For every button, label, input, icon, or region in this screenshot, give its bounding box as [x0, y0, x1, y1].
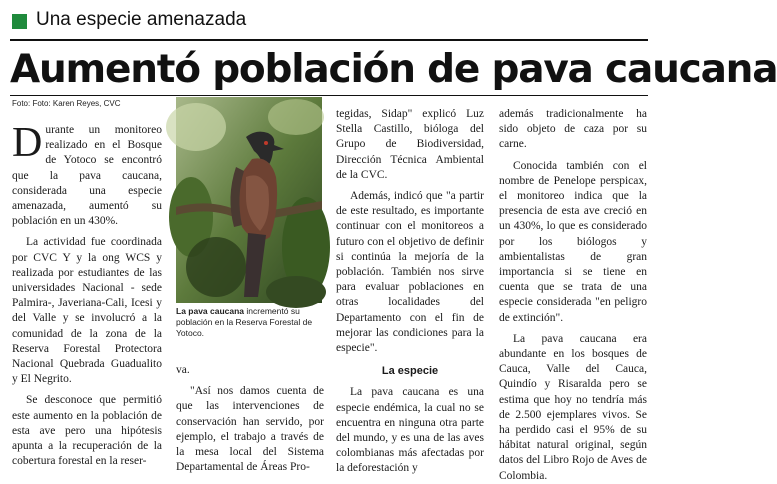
photo-credit: Foto: Foto: Karen Reyes, CVC [12, 99, 121, 108]
article-column-4 [499, 107, 647, 484]
photo-caption: La pava caucana incrementó su población en la Reserva Forestal de Yotoco. [176, 306, 313, 338]
article-column-3 [336, 107, 484, 477]
paragraph: La pava caucana era abundante en los bosques de Cauca, Valle del Cauca, Quindío y Risaralda pero se estima que hoy no tendría más de 2.500 ejemplares vivos. Se ha perdido casi el 95% de su hábitat natural original, según datos del Libro Rojo de Aves de Colombia. [499, 332, 647, 482]
paragraph: tegidas, Sidap" explicó Luz Stella Castillo, bióloga del Grupo de Biodiversidad, Dirección Técnica Ambiental de la CVC. [336, 108, 484, 181]
paragraph: Además, indicó que "a partir de este resultado, es importante continuar con el monitoreos a futuro con el objetivo de definir si continúa la mejoría de la población. También nos sirve para evaluar poblaciones en otras localidades del Departamento con el fin de mejorar las condiciones para la especie". [336, 190, 484, 355]
top-rule [10, 39, 648, 41]
paragraph: además tradicionalmente ha sido objeto de caza por su carne. [499, 108, 647, 151]
article-column-2 [176, 363, 324, 475]
headline-rule [10, 95, 648, 96]
paragraph: La actividad fue coordinada por CVC Y y la ong WCS y realizada por estudiantes de las universidades Nacional - sede Palmira-, Javeriana-Cali, Icesi y del Valle y se involucró a la comunidad de la zona de la Reserva Forestal Protectora Nacional Quebrada Guadualito y El Negrito. [12, 236, 162, 386]
section-header [10, 10, 648, 36]
bird-photo [176, 97, 322, 303]
drop-cap: D [12, 120, 43, 166]
article-column-1 [12, 120, 162, 469]
paragraph: va. [176, 364, 190, 376]
subheading: La especie [381, 365, 439, 378]
paragraph: Conocida también con el nombre de Penelope perspicax, el monitoreo indica que la presencia de esta ave creció en un 430%, lo que es considerado por los biólogos y ambientalistas de gran importancia si se tiene en cuenta que se trata de una especie considerada "en peligro de extinción". [499, 159, 647, 324]
paragraph: Durante un monitoreo realizado en el Bosque de Yotoco se encontró que la pava caucana, considerada una especie amenazada, aumentó su población en un 430%. [12, 120, 162, 228]
headline: Aumentó población de pava caucana [10, 47, 777, 92]
paragraph: La pava caucana es una especie endémica, la cual no se encuentra en ninguna otra parte del mundo, y es una de las aves colombianas más afectadas por la deforestación y [336, 386, 484, 475]
section-label: Una especie amenazada [36, 9, 247, 30]
paragraph: Se desconoce que permitió este aumento en la población de esta ave pero una hipótesis apunta a la recuperación de la cobertura forestal en la reser- [12, 394, 162, 468]
section-square-icon [12, 14, 27, 29]
pava-caucana-illustration [176, 97, 322, 303]
paragraph: "Así nos damos cuenta de que las intervenciones de conservación han servido, por ejemplo, el trabajo a través de la mesa local del Sistema Departamental de Áreas Pro- [176, 385, 324, 474]
